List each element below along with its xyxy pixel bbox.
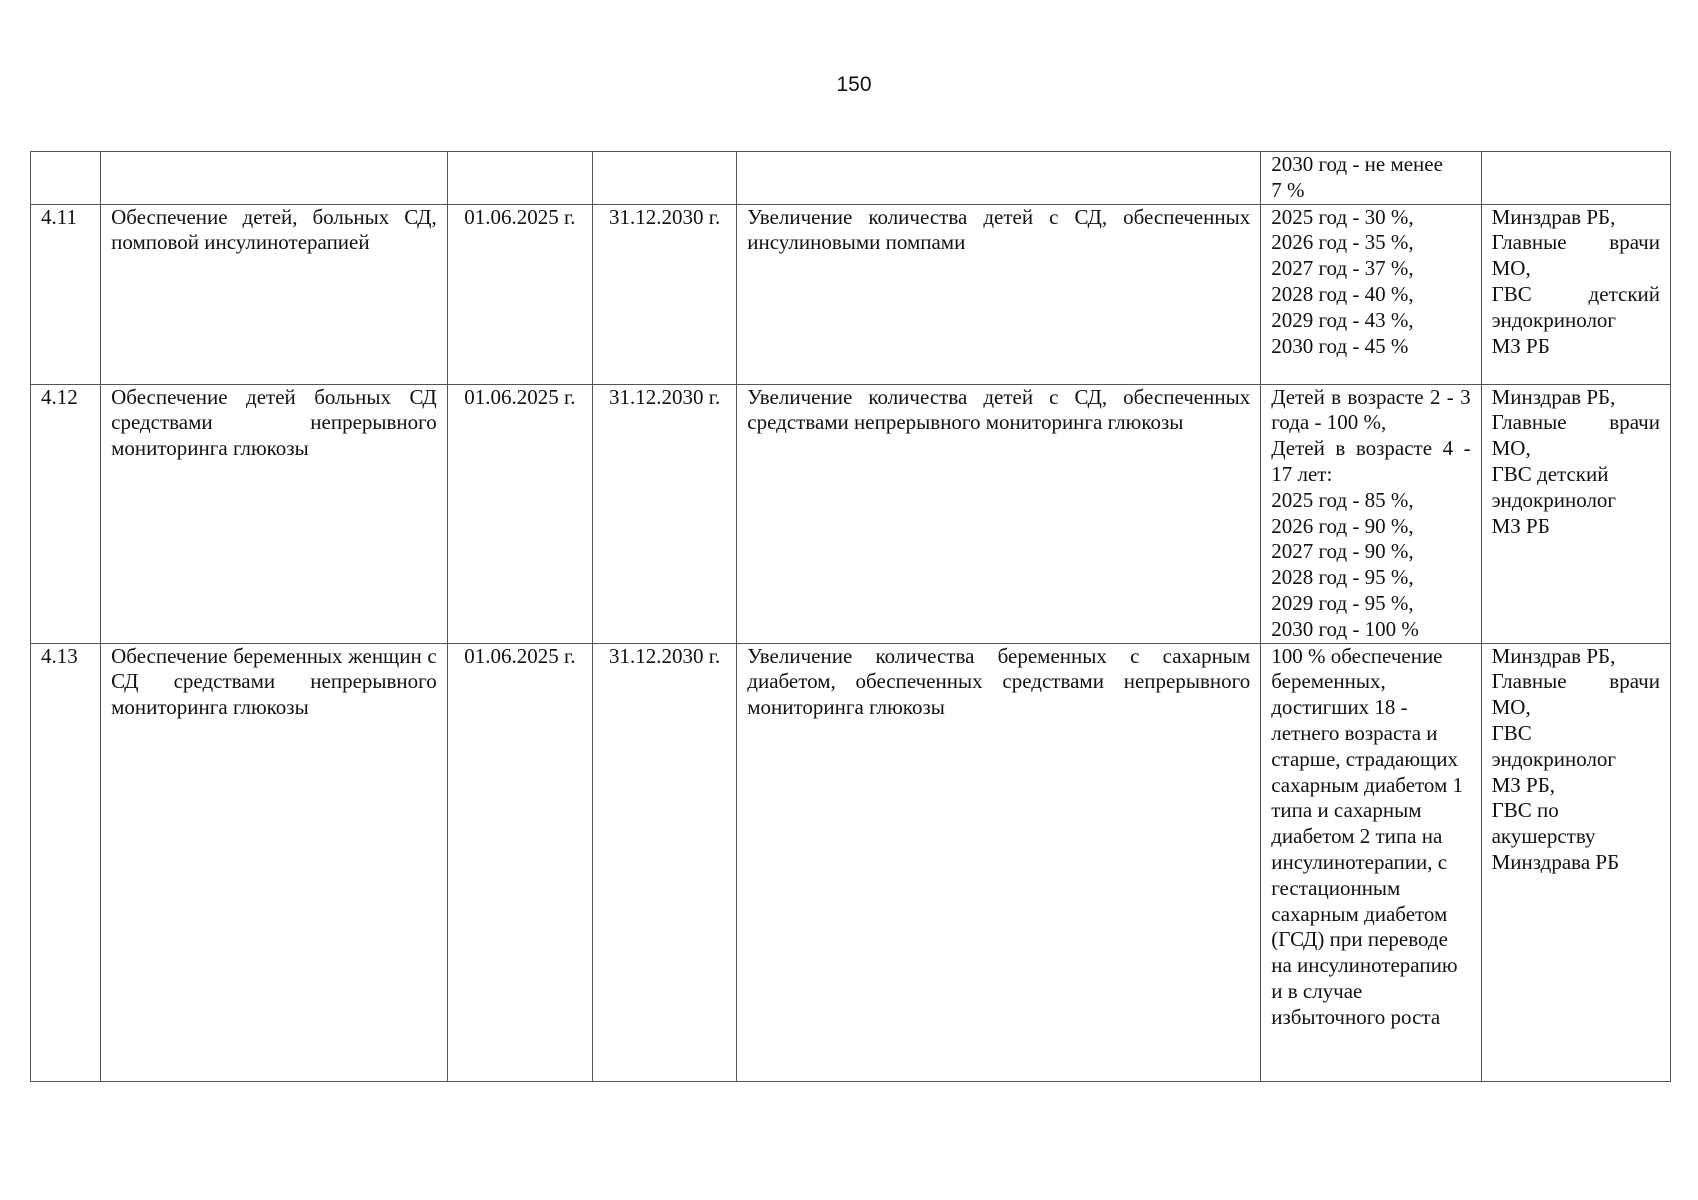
indicator-line: 2028 год - 95 %, <box>1271 565 1414 590</box>
indicator-line: 2026 год - 90 %, <box>1271 513 1414 538</box>
cell-end-date: 31.12.2030 г. <box>593 643 737 1081</box>
indicator-line: 2029 год - 43 %, <box>1271 307 1414 332</box>
cell-number <box>31 152 101 205</box>
cell-result: Увеличение количества беременных с сахарным диабетом, обеспеченных средствами непрерывного мониторинга глюкозы <box>737 643 1261 1081</box>
cell-result: Увеличение количества детей с СД, обеспеченных средствами непрерывного мониторинга глюкозы <box>737 384 1261 643</box>
cell-responsible <box>1481 384 1670 643</box>
cell-end-date: 31.12.2030 г. <box>593 204 737 384</box>
indicator-line: 2030 год - 100 % <box>1271 616 1419 641</box>
cell-result <box>737 152 1261 205</box>
responsible-line: Минздрава РБ <box>1491 849 1620 874</box>
indicator-line: 2027 год - 37 %, <box>1271 256 1414 281</box>
responsible-line: ГВС по <box>1491 798 1559 823</box>
cell-responsible <box>1481 643 1670 1081</box>
responsible-line: МЗ РБ, <box>1491 772 1556 797</box>
cell-result: Увеличение количества детей с СД, обеспеченных инсулиновыми помпами <box>737 204 1261 384</box>
cell-indicators <box>1261 204 1481 384</box>
cell-indicators <box>1261 152 1481 205</box>
responsible-line: ГВС детский эндокринолог <box>1491 281 1660 332</box>
table-row-4-13 <box>31 643 1671 1081</box>
cell-end-date: 31.12.2030 г. <box>593 384 737 643</box>
responsible-line: Главные врачи МО, <box>1491 230 1660 281</box>
indicator-line: 2029 год - 95 %, <box>1271 590 1414 615</box>
cell-number: 4.11 <box>31 204 101 384</box>
indicator-line: 2027 год - 90 %, <box>1271 539 1414 564</box>
indicator-line: 2025 год - 85 %, <box>1271 487 1414 512</box>
cell-activity <box>101 152 448 205</box>
cell-start-date: 01.06.2025 г. <box>447 204 592 384</box>
cell-responsible <box>1481 152 1670 205</box>
cell-activity: Обеспечение беременных женщин с СД средствами непрерывного мониторинга глюкозы <box>101 643 448 1081</box>
indicator-line: Детей в возрасте 2 - 3 года - 100 %, <box>1271 384 1471 435</box>
cell-start-date: 01.06.2025 г. <box>447 643 592 1081</box>
responsible-line: Главные врачи МО, <box>1491 669 1660 720</box>
cell-start-date: 01.06.2025 г. <box>447 384 592 643</box>
indicator-line: 2028 год - 40 %, <box>1271 281 1414 306</box>
cell-indicators <box>1261 384 1481 643</box>
indicator-line: Детей в возрасте 4 - 17 лет: <box>1271 436 1471 486</box>
cell-activity: Обеспечение детей больных СД средствами непрерывного мониторинга глюкозы <box>101 384 448 643</box>
cell-responsible <box>1481 204 1670 384</box>
responsible-line: Минздрав РБ, <box>1491 643 1616 668</box>
responsible-line: Главные врачи МО, <box>1491 410 1660 461</box>
indicator-line: 2030 год - 45 % <box>1271 333 1409 358</box>
cell-number: 4.13 <box>31 643 101 1081</box>
responsible-line: акушерству <box>1491 824 1596 849</box>
cell-indicators <box>1261 643 1481 1081</box>
cell-activity: Обеспечение детей, больных СД, помповой инсулинотерапией <box>101 204 448 384</box>
table-row-4-11 <box>31 204 1671 384</box>
table-row-4-12 <box>31 384 1671 643</box>
indicator-line: 7 % <box>1271 177 1305 202</box>
responsible-line: Минздрав РБ, <box>1491 204 1616 229</box>
responsible-line: ГВС <box>1491 720 1532 745</box>
indicator-line: 2025 год - 30 %, <box>1271 204 1414 229</box>
indicator-line: 100 % обеспечение беременных, достигших 18 - летнего возраста и старше, страдающих сахарным диабетом 1 типа и сахарным диабетом 2 типа на инсулинотерапии, с гестационным сахарным диабетом (ГСД) при переводе на инсулинотерапию и в случае избыточного роста <box>1271 643 1464 1029</box>
responsible-line: Минздрав РБ, <box>1491 384 1616 409</box>
responsible-line: МЗ РБ <box>1491 513 1550 538</box>
plan-table <box>30 151 1671 1082</box>
indicator-line: 2030 год - не менее <box>1271 152 1443 176</box>
responsible-line: ГВС детский <box>1491 461 1609 486</box>
table-row-continuation <box>31 152 1671 205</box>
cell-start-date <box>447 152 592 205</box>
responsible-line: МЗ РБ <box>1491 333 1550 358</box>
cell-number: 4.12 <box>31 384 101 643</box>
cell-end-date <box>593 152 737 205</box>
page-number: 150 <box>836 73 872 96</box>
indicator-line: 2026 год - 35 %, <box>1271 230 1414 255</box>
responsible-line: эндокринолог <box>1491 746 1617 771</box>
responsible-line: эндокринолог <box>1491 487 1617 512</box>
